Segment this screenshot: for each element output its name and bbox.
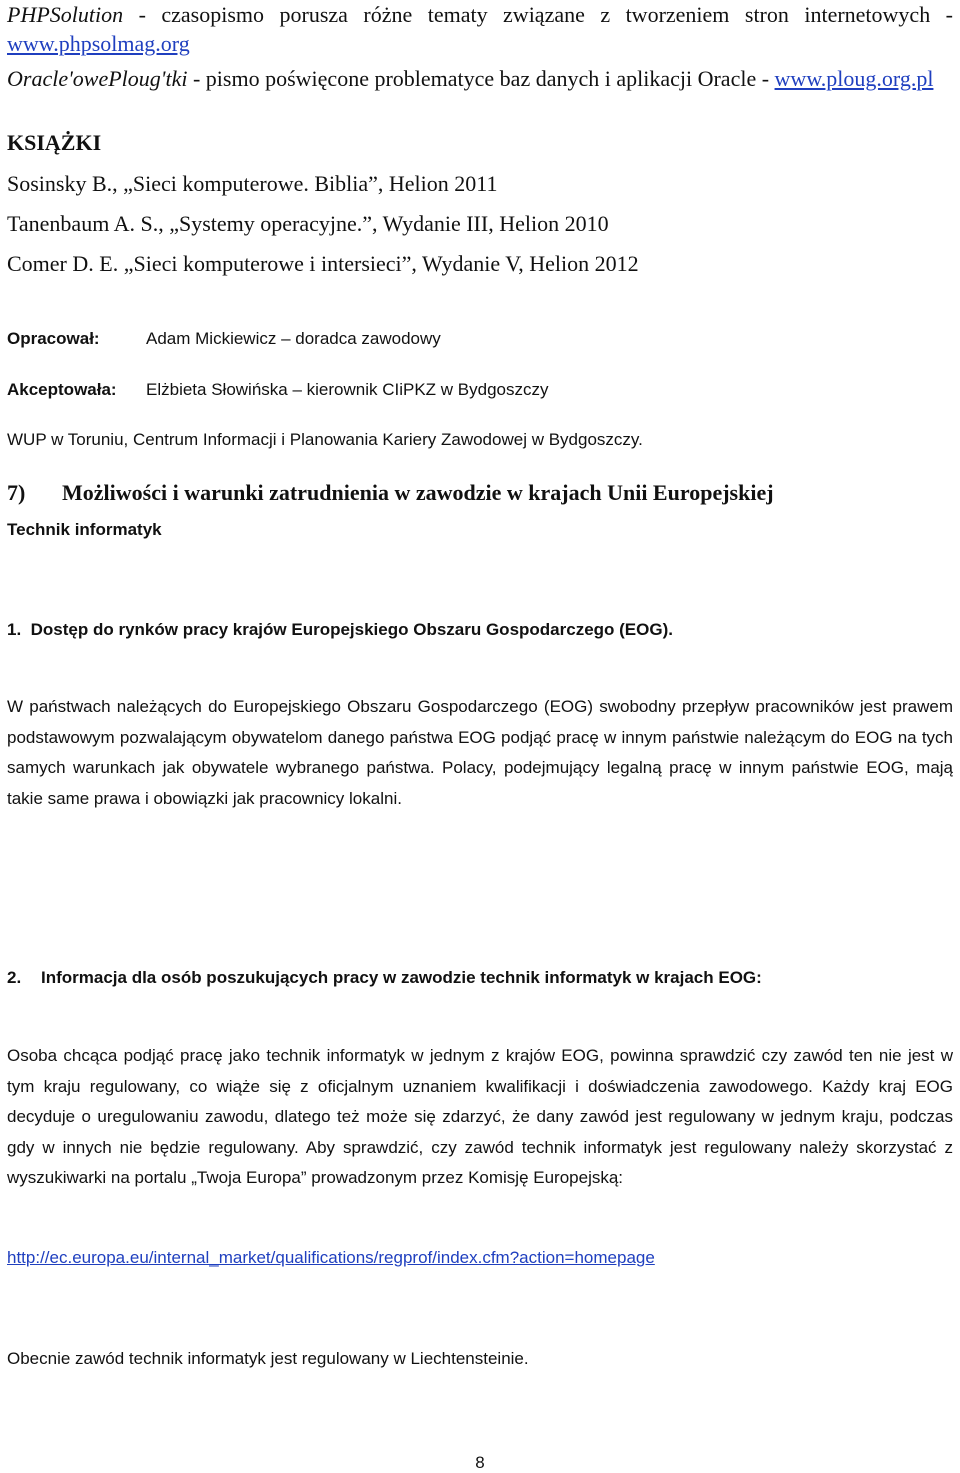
point1-heading: 1. Dostęp do rynków pracy krajów Europejskiego Obszaru Gospodarczego (EOG). [7, 620, 673, 639]
credit-label: Opracował: [7, 329, 100, 348]
credit-value: Elżbieta Słowińska – kierownik CIiPKZ w Bydgoszczy [146, 380, 549, 399]
credit-label: Akceptowała: [7, 380, 117, 399]
section-number: 7) [7, 480, 26, 505]
book-item: Tanenbaum A. S., „Systemy operacyjne.”, Wydanie III, Helion 2010 [7, 211, 609, 236]
periodical-link[interactable]: www.ploug.org.pl [774, 66, 934, 91]
periodical-description: - pismo poświęcone problematyce baz danych i aplikacji Oracle - [187, 66, 775, 91]
credit-accepted [7, 380, 953, 400]
book-item: Sosinsky B., „Sieci komputerowe. Biblia”, Helion 2011 [7, 171, 498, 196]
point2-paragraph: Osoba chcąca podjąć pracę jako technik informatyk w jednym z krajów EOG, powinna sprawdzić czy zawód ten nie jest w tym kraju regulowany, co wiąże się z oficjalnym uznaniem kwalifikacji i doświadczenia zawodowego. Każdy kraj EOG decyduje o uregulowaniu zawodu, dlatego też może się zdarzyć, że dany zawód jest regulowany w jednym kraju, podczas gdy w innych nie będzie regulowany. Aby sprawdzić, czy zawód technik informatyk jest regulowany należy skorzystać z wyszukiwarki na portalu „Twoja Europa” prowadzonym przez Komisję Europejską: [7, 1046, 953, 1188]
section-title: Możliwości i warunki zatrudnienia w zawodzie w krajach Unii Europejskiej [62, 480, 774, 505]
section-heading [7, 480, 953, 506]
periodical-link[interactable]: www.phpsolmag.org [7, 31, 190, 56]
point2-heading [7, 968, 953, 988]
books-heading: KSIĄŻKI [7, 130, 102, 155]
point2-number: 2. [7, 968, 22, 987]
page-number: 8 [475, 1453, 485, 1472]
point2-title: Informacja dla osób poszukujących pracy w zawodzie technik informatyk w krajach EOG: [41, 968, 762, 987]
periodical-name: PHPSolution [7, 2, 124, 27]
regprof-link[interactable]: http://ec.europa.eu/internal_market/qualifications/regprof/index.cfm?action=homepage [7, 1248, 655, 1267]
credit-prepared [7, 329, 953, 349]
periodical-description: - czasopismo porusza różne tematy związane z tworzeniem stron internetowych - [123, 2, 953, 27]
point1-paragraph: W państwach należących do Europejskiego Obszaru Gospodarczego (EOG) swobodny przepływ pracowników jest prawem podstawowym pozwalającym obywatelom danego państwa EOG podjąć pracę w innym państwie należącym do EOG na tych samych warunkach jak obywatele wybranego państwa. Polacy, podejmujący legalną pracę w innym państwie EOG, mają takie same prawa i obowiązki jak pracownicy lokalni. [7, 697, 953, 808]
credit-organization: WUP w Toruniu, Centrum Informacji i Planowania Kariery Zawodowej w Bydgoszczy. [7, 430, 643, 449]
periodical-phpsolution [7, 0, 953, 58]
periodical-name: Oracle'owePloug'tki [7, 66, 188, 91]
section-subtitle: Technik informatyk [7, 520, 162, 539]
credit-value: Adam Mickiewicz – doradca zawodowy [146, 329, 441, 348]
book-item: Comer D. E. „Sieci komputerowe i intersieci”, Wydanie V, Helion 2012 [7, 251, 639, 276]
point2-note: Obecnie zawód technik informatyk jest regulowany w Liechtensteinie. [7, 1349, 529, 1368]
periodical-oracle [7, 64, 953, 93]
